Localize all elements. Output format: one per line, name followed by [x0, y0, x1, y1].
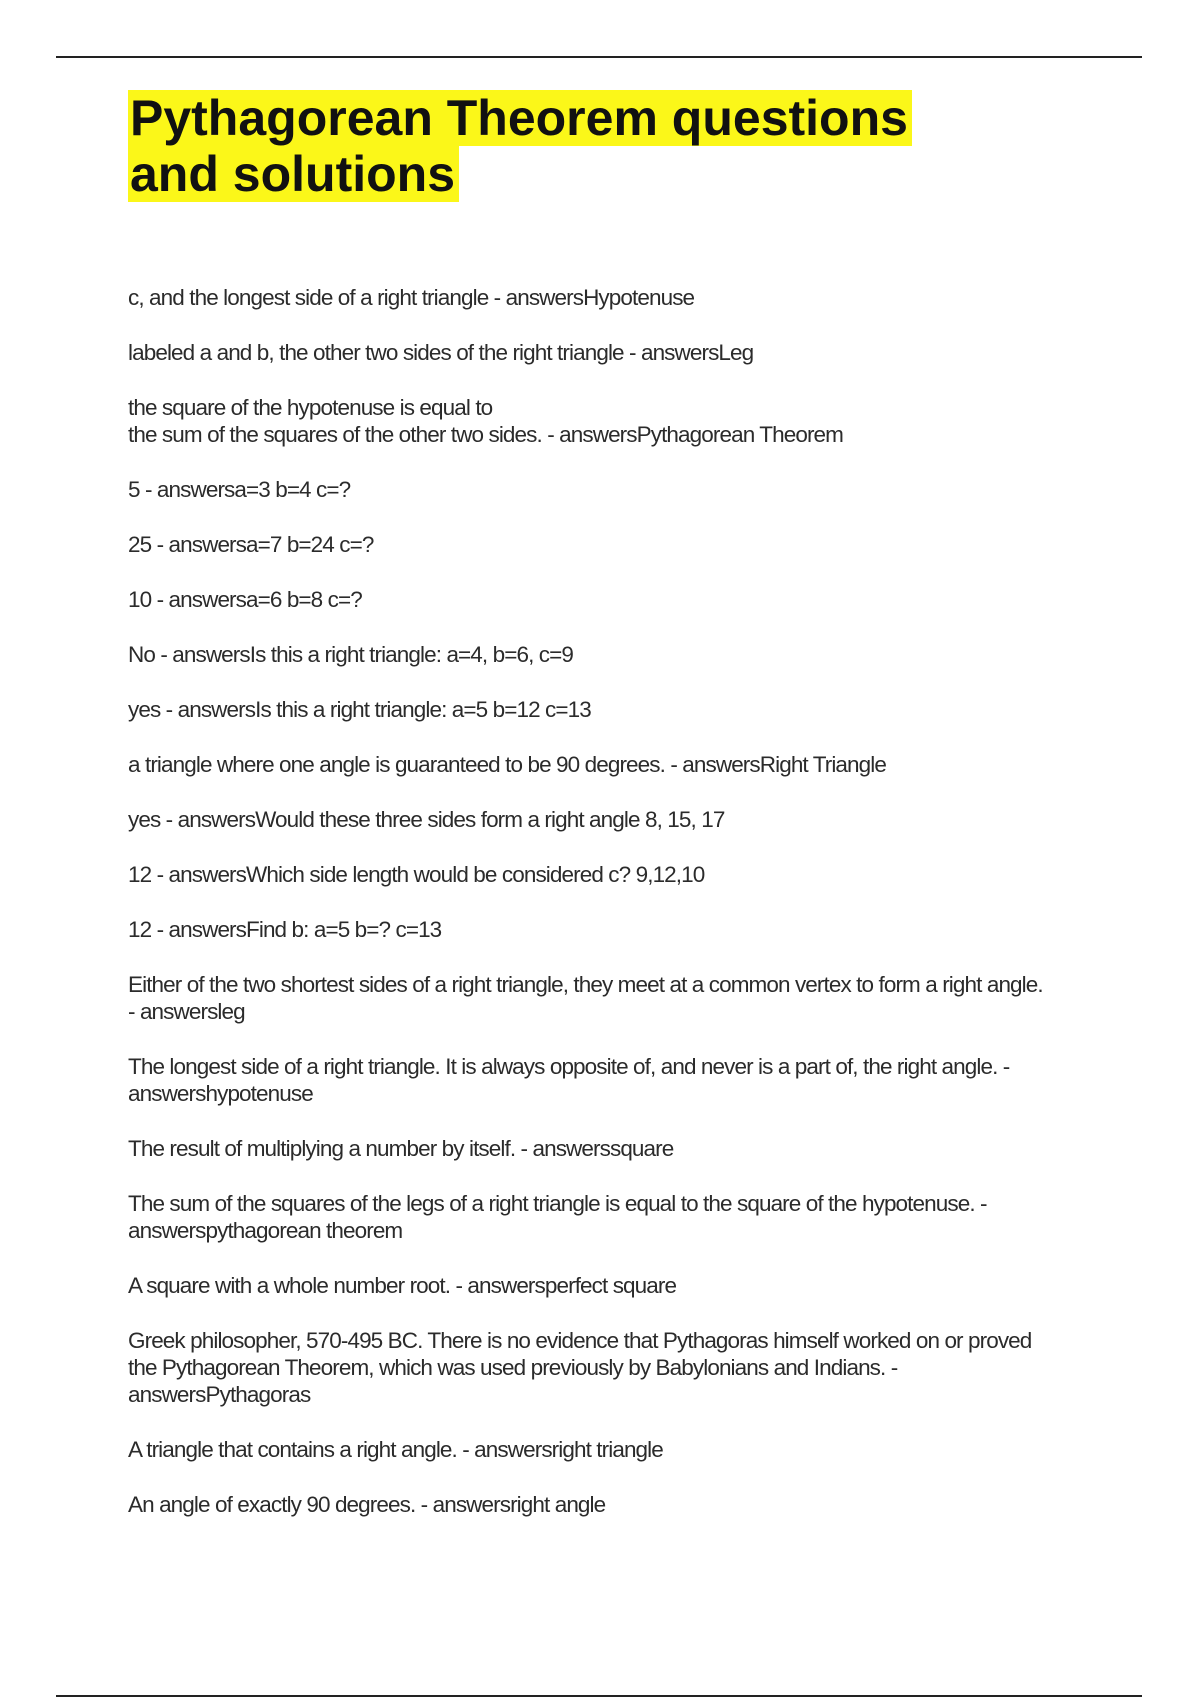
qa-line: 12 - answersWhich side length would be considered c? 9,12,10	[128, 862, 705, 887]
qa-item	[128, 586, 1148, 613]
qa-item	[128, 1436, 1148, 1463]
qa-item	[128, 696, 1148, 723]
qa-line: Greek philosopher, 570-495 BC. There is no evidence that Pythagoras himself worked on or proved	[128, 1328, 1032, 1353]
qa-item	[128, 1272, 1148, 1299]
qa-line: Either of the two shortest sides of a right triangle, they meet at a common vertex to form a right angle.	[128, 972, 1043, 997]
qa-line: yes - answersIs this a right triangle: a=5 b=12 c=13	[128, 697, 591, 722]
qa-item	[128, 531, 1148, 558]
document-title	[128, 90, 1008, 202]
qa-line: A square with a whole number root. - answersperfect square	[128, 1273, 677, 1298]
qa-item	[128, 806, 1148, 833]
qa-item	[128, 1327, 1148, 1408]
qa-line: 12 - answersFind b: a=5 b=? c=13	[128, 917, 442, 942]
qa-line: answershypotenuse	[128, 1081, 313, 1106]
qa-line: answersPythagoras	[128, 1382, 311, 1407]
qa-line: - answersleg	[128, 999, 245, 1024]
qa-line: labeled a and b, the other two sides of the right triangle - answersLeg	[128, 340, 754, 365]
qa-line: No - answersIs this a right triangle: a=4, b=6, c=9	[128, 642, 573, 667]
bottom-rule	[56, 1695, 1142, 1697]
qa-line: An angle of exactly 90 degrees. - answersright angle	[128, 1492, 606, 1517]
qa-item	[128, 339, 1148, 366]
qa-line: 25 - answersa=7 b=24 c=?	[128, 532, 374, 557]
qa-item	[128, 641, 1148, 668]
qa-item	[128, 1135, 1148, 1162]
qa-line: yes - answersWould these three sides form a right angle 8, 15, 17	[128, 807, 725, 832]
top-rule	[56, 56, 1142, 58]
qa-item	[128, 476, 1148, 503]
qa-line: 5 - answersa=3 b=4 c=?	[128, 477, 351, 502]
qa-line: answerspythagorean theorem	[128, 1218, 403, 1243]
qa-item	[128, 284, 1148, 311]
qa-line: the Pythagorean Theorem, which was used previously by Babylonians and Indians. -	[128, 1355, 898, 1380]
qa-item	[128, 1053, 1148, 1107]
qa-item	[128, 1491, 1148, 1518]
qa-item	[128, 394, 1148, 448]
qa-item	[128, 751, 1148, 778]
qa-line: a triangle where one angle is guaranteed to be 90 degrees. - answersRight Triangle	[128, 752, 886, 777]
document-title-text: Pythagorean Theorem questions and solutions	[128, 90, 912, 202]
qa-item	[128, 1190, 1148, 1244]
qa-line: The sum of the squares of the legs of a right triangle is equal to the square of the hypotenuse. -	[128, 1191, 987, 1216]
qa-line: 10 - answersa=6 b=8 c=?	[128, 587, 362, 612]
qa-line: The longest side of a right triangle. It is always opposite of, and never is a part of, the right angle. -	[128, 1054, 1010, 1079]
qa-line: the square of the hypotenuse is equal to	[128, 395, 493, 420]
qa-line: the sum of the squares of the other two sides. - answersPythagorean Theorem	[128, 422, 844, 447]
qa-line: The result of multiplying a number by itself. - answerssquare	[128, 1136, 674, 1161]
qa-line: A triangle that contains a right angle. - answersright triangle	[128, 1437, 663, 1462]
qa-list	[128, 284, 1148, 1546]
qa-line: c, and the longest side of a right triangle - answersHypotenuse	[128, 285, 695, 310]
qa-item	[128, 916, 1148, 943]
qa-item	[128, 971, 1148, 1025]
qa-item	[128, 861, 1148, 888]
